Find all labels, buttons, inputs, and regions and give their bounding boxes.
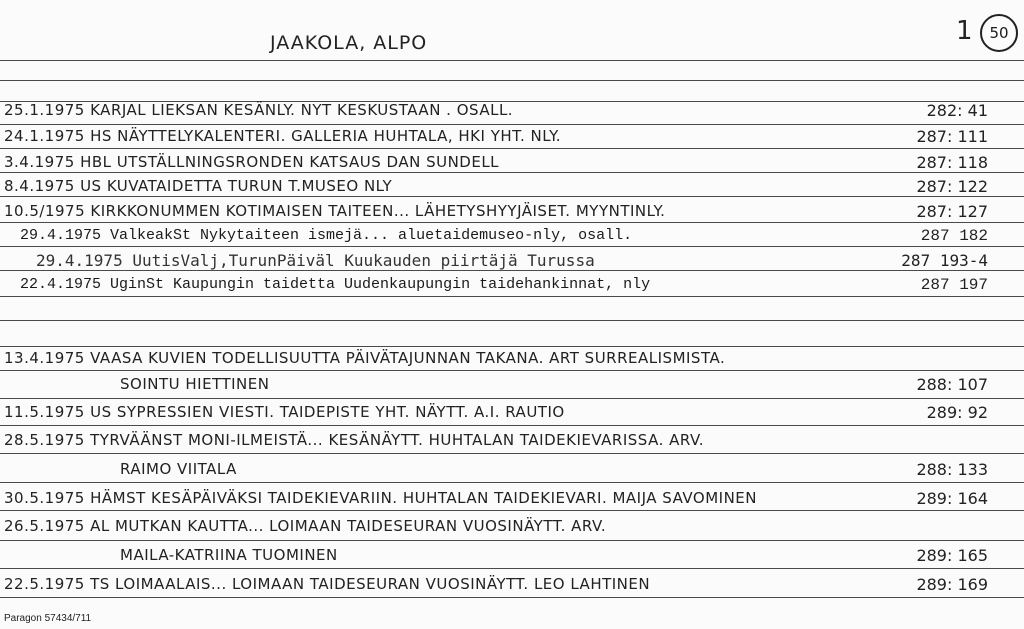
entry-text: 24.1.1975 HS NÄYTTELYKALENTERI. GALLERIA HUHTALA, HKI YHT. NLY. bbox=[4, 127, 562, 145]
card-name: JAAKOLA, ALPO bbox=[270, 32, 428, 54]
entry-text: 11.5.1975 US SYPRESSIEN VIESTI. TAIDEPISTE YHT. NÄYTT. A.I. RAUTIO bbox=[4, 403, 565, 421]
ruled-line bbox=[0, 453, 1024, 454]
ruled-line bbox=[0, 482, 1024, 483]
ruled-line bbox=[0, 370, 1024, 371]
ruled-line bbox=[0, 246, 1024, 247]
entry-ref: 289: 165 bbox=[916, 546, 988, 565]
entry-text: 28.5.1975 TYRVÄÄNST MONI-ILMEISTÄ... KESÄNÄYTT. HUHTALAN TAIDEKIEVARISSA. ARV. bbox=[4, 431, 705, 449]
ruled-line bbox=[0, 124, 1024, 125]
ruled-line bbox=[0, 320, 1024, 321]
entry-ref: 288: 133 bbox=[916, 460, 988, 479]
entry-text: RAIMO VIITALA bbox=[120, 460, 237, 478]
entry-text: 10.5/1975 KIRKKONUMMEN KOTIMAISEN TAITEEN... LÄHETYSHYYJÄISET. MYYNTINLY. bbox=[4, 202, 666, 220]
typed-entry-ref: 287 182 bbox=[920, 227, 988, 245]
typed-entry-ref: 287 193-4 bbox=[901, 251, 988, 270]
entry-text: 26.5.1975 AL MUTKAN KAUTTA... LOIMAAN TAIDESEURAN VUOSINÄYTT. ARV. bbox=[4, 517, 607, 535]
entry-text: 22.5.1975 TS LOIMAALAIS... LOIMAAN TAIDESEURAN VUOSINÄYTT. LEO LAHTINEN bbox=[4, 575, 651, 593]
entry-ref: 289: 164 bbox=[916, 489, 988, 508]
ruled-line bbox=[0, 346, 1024, 347]
entry-text: 13.4.1975 VAASA KUVIEN TODELLISUUTTA PÄIVÄTAJUNNAN TAKANA. ART SURREALISMISTA. bbox=[4, 349, 726, 367]
typed-entry-ref: 287 197 bbox=[920, 276, 988, 294]
card-footer: Paragon 57434/711 bbox=[4, 613, 92, 624]
ruled-line bbox=[0, 510, 1024, 511]
ruled-line bbox=[0, 568, 1024, 569]
card-circle-number: 50 bbox=[980, 14, 1018, 52]
ruled-line bbox=[0, 597, 1024, 598]
ruled-line bbox=[0, 60, 1024, 61]
entry-text: SOINTU HIETTINEN bbox=[120, 375, 270, 393]
ruled-line bbox=[0, 296, 1024, 297]
entry-ref: 287: 111 bbox=[916, 127, 988, 146]
entry-ref: 289: 169 bbox=[916, 575, 988, 594]
entry-ref: 287: 127 bbox=[916, 202, 988, 221]
entry-ref: 282: 41 bbox=[926, 101, 988, 120]
typed-entry-text: 29.4.1975 UutisValj,TurunPäiväl Kuukauden piirtäjä Turussa bbox=[36, 251, 595, 270]
ruled-line bbox=[0, 172, 1024, 173]
typed-entry-text: 29.4.1975 ValkeakSt Nykytaiteen ismejä... aluetaidemuseo-nly, osall. bbox=[20, 227, 633, 244]
entry-text: 30.5.1975 HÄMST KESÄPÄIVÄKSI TAIDEKIEVARIIN. HUHTALAN TAIDEKIEVARI. MAIJA SAVOMINEN bbox=[4, 489, 757, 507]
entry-ref: 288: 107 bbox=[916, 375, 988, 394]
entry-ref: 287: 118 bbox=[916, 153, 988, 172]
entry-text: 25.1.1975 KARJAL LIEKSAN KESÄNLY. NYT KESKUSTAAN . OSALL. bbox=[4, 101, 514, 119]
ruled-line bbox=[0, 270, 1024, 271]
ruled-line bbox=[0, 425, 1024, 426]
entry-text: MAILA-KATRIINA TUOMINEN bbox=[120, 546, 338, 564]
ruled-line bbox=[0, 398, 1024, 399]
ruled-line bbox=[0, 540, 1024, 541]
ruled-line bbox=[0, 80, 1024, 81]
entry-text: 3.4.1975 HBL UTSTÄLLNINGSRONDEN KATSAUS DAN SUNDELL bbox=[4, 153, 500, 171]
typed-entry-text: 22.4.1975 UginSt Kaupungin taidetta Uudenkaupungin taidehankinnat, nly bbox=[20, 276, 651, 293]
entry-ref: 289: 92 bbox=[926, 403, 988, 422]
card-number: 1 bbox=[956, 16, 973, 46]
ruled-line bbox=[0, 222, 1024, 223]
ruled-line bbox=[0, 148, 1024, 149]
ruled-line bbox=[0, 196, 1024, 197]
entry-text: 8.4.1975 US KUVATAIDETTA TURUN T.MUSEO NLY bbox=[4, 177, 393, 195]
entry-ref: 287: 122 bbox=[916, 177, 988, 196]
